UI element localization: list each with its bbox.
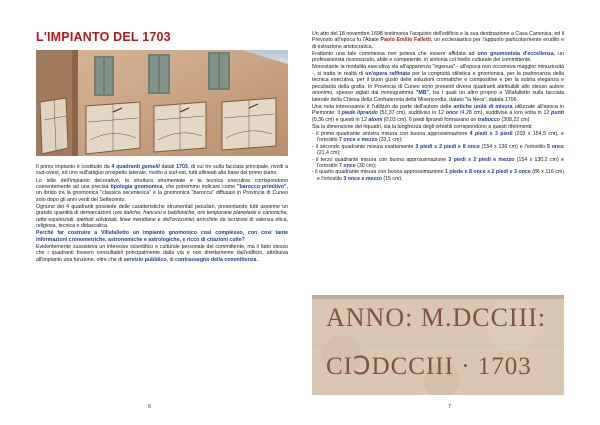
text-emph: 4 piedi x 3 piedi <box>469 130 513 137</box>
paragraph-question: Perché far costruire a Villafalletto un impianto gnomonico così complesso, con così tante informazioni cronometriche, astronomiche e astrologiche, e ricco di citazioni colte? <box>36 230 288 243</box>
text-emph: 3 once e mezzo <box>343 175 382 182</box>
text: il quarto quadrante misura con buona approssimazione <box>315 169 445 176</box>
text: , di cui tre sulla facciata principale, rivolti a sud-ovest, ed uno sull'attiguo prospetto laterale, rivolto a sud-est, tutti allineati alla base del primo piano. <box>36 164 288 177</box>
paragraph <box>36 244 288 263</box>
text: . <box>256 256 258 263</box>
text: (21,4 cm); <box>317 150 341 157</box>
text-emph: Paolo Emilio Falletti <box>380 37 431 44</box>
text: datati <box>159 164 177 170</box>
text: , un ecclesiastico per l'appunto particolarmente erudito e di estrazione aristocratica. <box>312 37 564 50</box>
text: Nonostante la modalità esecutiva sia all'apparenza "ingenua" - all'epoca non occorreva maggior minuziosità -, si tratta in realtà di <box>312 64 564 77</box>
text-emph: 3 piedi x 2 piedi e mezzo <box>448 156 515 163</box>
text: il secondo quadrante misura esattamente <box>315 143 416 150</box>
right-page <box>300 0 600 425</box>
list-item: - il secondo quadrante misura esattamente 3 piedi x 2 piedi e 8 once (154 x 136 cm) e l'ortostilo 5 once (21,4 cm); <box>312 143 564 157</box>
text: (0,36 cm) e questi in 12 <box>312 116 369 123</box>
text-emph: once <box>445 110 458 117</box>
text: Lo stile dell'impianto decorativo, la struttura strumentale e la tecnica esecutiva corrispondono coerentemente ad una precisa <box>36 177 288 190</box>
measurements-list <box>312 131 564 183</box>
text-emph: 4 quadranti <box>111 164 142 170</box>
text: Ognuno dei 4 quadranti possiede delle caratteristiche strumentali peculiari, presentando tutti assieme un grande quantità di demarcazioni ( <box>36 203 288 217</box>
text-emph: tipologia gnomonica <box>110 183 163 190</box>
building-facade-photo <box>36 50 288 156</box>
text: Evidentemente sussisteva un interesse scientifico e culturale personale del committente, ma il fatto stesso che i quadranti fossero consultabili principalmente dalla via e non direttamente dall'edificio, attribuiva all'impianto una funzione, oltre che di <box>36 243 288 263</box>
text: , tra i quali un altro proprio a Villafalletto sulla facciata laterale della Chiesa della Confraternita della Misericordia, datato "la Nera", datata 1706. <box>312 90 565 103</box>
sundials-photo-illustration <box>36 50 288 156</box>
text-emph: uno gnomonista d'eccellenza <box>477 50 554 57</box>
paragraph <box>36 164 288 177</box>
text-italic: ore italiche, francesi e babiloniche, ore temporarie planetarie e canoniche, rette equinoziali, iperboli solstiziali, linee meridiane e dell'orizzonte <box>36 210 288 223</box>
text-emph: 5 once <box>546 143 564 150</box>
text: Una nota interessante è l'utilizzo da parte dell'autore delle <box>312 103 454 110</box>
text-emph: 7 once e mezzo <box>339 137 378 144</box>
inscription-line-2: CIↃDCCIII · 1703 <box>326 353 532 380</box>
text: (308,22 cm). <box>499 116 531 123</box>
left-body-text <box>36 164 288 264</box>
paragraph <box>312 51 564 64</box>
text: (86 x 116 cm) e l'ortostilo <box>317 169 564 182</box>
text-emph: trabucco <box>477 116 500 123</box>
text-emph: "barocco primitivo" <box>236 183 287 190</box>
page-title: L'IMPIANTO DEL 1703 <box>36 30 171 44</box>
text-emph: atomi <box>368 116 383 123</box>
paragraph <box>312 64 564 103</box>
paragraph <box>36 204 288 230</box>
text: utilizzate all'epoca in Piemonte: il <box>312 103 564 117</box>
list-item: - il terzo quadrante misura con buona approssimazione 3 piedi x 2 piedi e mezzo (154 x 130,2 cm) e l'ortostilo 7 once (30 cm); <box>312 156 564 170</box>
paragraph <box>36 178 288 204</box>
text: per la congruità stilistica e gnomonica, per la padronanza della tecnica esecutiva, per il buon gusto delle soluzioni cromatiche e compositive e per la sobria eleganza e peculiarità della grafia. In Provincia di Cuneo sono presenti diversi quadranti attribuibili allo stesso autore anonimo, spesso siglati dal monogramma <box>312 70 564 97</box>
text: (30 cm); <box>355 163 377 170</box>
right-body-text <box>312 31 564 182</box>
text-emph: 1 piede e 8 once x 2 piedi e 3 once <box>444 169 531 176</box>
paragraph: Sia la dimensione dei riquadri, sia la lunghezza degli ortostili corrispondono a questi riferimenti: <box>312 123 533 130</box>
text: Un atto del 18 novembre 1698 testimonia l'acquisto dell'edificio e la sua destinazione a Casa Canonica, ed il Prevosto all'epoca fu l'Abate <box>312 31 564 44</box>
text-emph: punti <box>551 110 564 117</box>
text-emph: 3 piedi x 2 piedi e 8 once <box>415 143 480 150</box>
text-emph: "MB" <box>415 90 430 97</box>
inscription-line-1: ANNO: M.DCCIII: <box>326 303 547 332</box>
list-item: - il primo quadrante sinistra misura con buona approssimazione 4 piedi x 3 piedi (203 x 154,5 cm), e l'ortostilo 7 once e mezzo (32,1 cm); <box>312 130 564 144</box>
text-emph: antiche unità di misura <box>453 103 513 110</box>
text-emph: contrassegno della committenza <box>175 256 257 263</box>
text: (51,37 cm), suddiviso in 12 <box>377 110 446 117</box>
text: , un professionista riconosciuto, abile e competente, in sintonia col livello culturale del committente. <box>312 50 564 64</box>
text: , che potremmo indicare come <box>162 183 237 190</box>
text: (154 x 130,2 cm) e l'ortostilo <box>317 156 564 170</box>
text: Il primo impianto è costituito da <box>36 164 112 170</box>
text: (203 x 154,5 cm), e l'ortostilo <box>317 130 564 144</box>
inscription-photo <box>312 295 564 395</box>
page-number: 7 <box>448 404 452 410</box>
list-item: - il quarto quadrante misura con buona approssimazione 1 piede e 8 once x 2 piedi e 3 once (86 x 116 cm) e l'ortostilo 3 once e mezzo (15 cm). <box>312 169 564 182</box>
text: (32,1 cm); <box>377 137 403 144</box>
paragraph <box>312 104 564 123</box>
text: il terzo quadrante misura con buona approssimazione <box>316 156 449 163</box>
text: il primo quadrante sinistra misura con buona approssimazione <box>316 130 470 137</box>
paragraph <box>312 31 564 50</box>
text-emph: gemelli <box>141 164 160 170</box>
text: (15 cm). <box>381 175 403 182</box>
text: ) arricchite da iscrizioni di valenza etica, religiosa, tecnica e didascalica. <box>36 216 288 230</box>
text-emph: 1703 <box>176 164 188 170</box>
text: Frattanto una tale commessa non poteva che essere affidata ad <box>312 50 478 57</box>
text-emph: 7 once <box>339 163 356 170</box>
text: (0,03 cm). 6 piedi liprandi formavano un <box>382 116 478 123</box>
text-emph: un'opera raffinata <box>365 70 411 77</box>
text: (154 x 136 cm) e l'ortostilo <box>479 143 547 150</box>
text-emph: piede liprando <box>341 110 378 117</box>
text: (4,28 cm), suddivise a loro volta in 12 <box>458 110 552 117</box>
text-emph: servizio pubblico <box>123 256 167 263</box>
text: , di <box>166 256 176 263</box>
text: , un ibrido tra la gnomonica "classica secentesca" e la gnomonica "barocca" diffusasi in Provincia di Cuneo solo dopo gli anni venti del Settecento. <box>36 183 288 203</box>
page-number: 6 <box>148 404 152 410</box>
